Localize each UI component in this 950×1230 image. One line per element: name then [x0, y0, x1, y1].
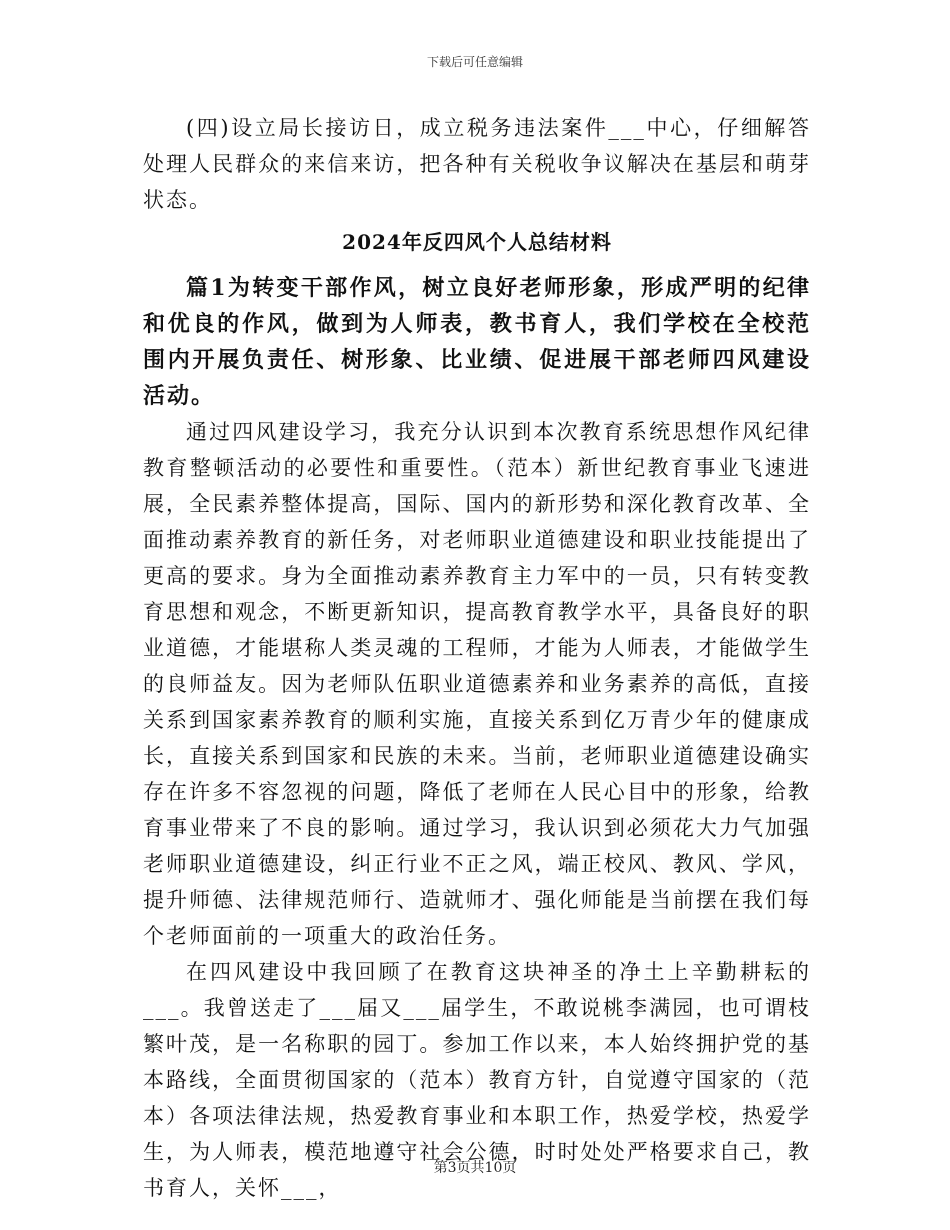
lead-paragraph: 篇1为转变干部作风，树立良好老师形象，形成严明的纪律和优良的作风，做到为人师表，教书育人，我们学校在全校范围内开展负责任、树形象、比业绩、促进展干部老师四风建设活动。 [143, 275, 811, 409]
body-paragraph: 在四风建设中我回顾了在教育这块神圣的净土上辛勤耕耘的___。我曾送走了___届又___届学生，不敢说桃李满园，也可谓枝繁叶茂，是一名称职的园丁。参加工作以来，本人始终拥护党的基本路线，全面贯彻国家的（范本）教育方针，自觉遵守国家的（范本）各项法律法规，热爱教育事业和本职工作，热爱学校，热爱学生，为人师表，模范地遵守社会公德，时时处处严格要求自己，教书育人，关怀___， [143, 960, 811, 1200]
document-title: 2024年反四风个人总结材料 [342, 230, 612, 254]
document-body [143, 110, 811, 1206]
page-number: 第3页共10页 [433, 1160, 517, 1176]
page-header: 下载后可任意编辑 [426, 55, 523, 69]
body-paragraph: 通过四风建设学习，我充分认识到本次教育系统思想作风纪律教育整顿活动的必要性和重要性。（范本）新世纪教育事业飞速进展，全民素养整体提高，国际、国内的新形势和深化教育改革、全面推动素养教育的新任务，对老师职业道德建设和职业技能提出了更高的要求。身为全面推动素养教育主力军中的一员，只有转变教育思想和观念，不断更新知识，提高教育教学水平，具备良好的职业道德，才能堪称人类灵魂的工程师，才能为人师表，才能做学生的良师益友。因为老师队伍职业道德素养和业务素养的高低，直接关系到国家素养教育的顺利实施，直接关系到亿万青少年的健康成长，直接关系到国家和民族的未来。当前，老师职业道德建设确实存在许多不容忽视的问题，降低了老师在人民心目中的形象，给教育事业带来了不良的影响。通过学习，我认识到必须花大力气加强老师职业道德建设，纠正行业不正之风，端正校风、教风、学风，提升师德、法律规范师行、造就师才、强化师能是当前摆在我们每个老师面前的一项重大的政治任务。 [143, 420, 811, 948]
intro-paragraph: (四)设立局长接访日，成立税务违法案件___中心，仔细解答处理人民群众的来信来访，把各种有关税收争议解决在基层和萌芽状态。 [143, 116, 811, 212]
